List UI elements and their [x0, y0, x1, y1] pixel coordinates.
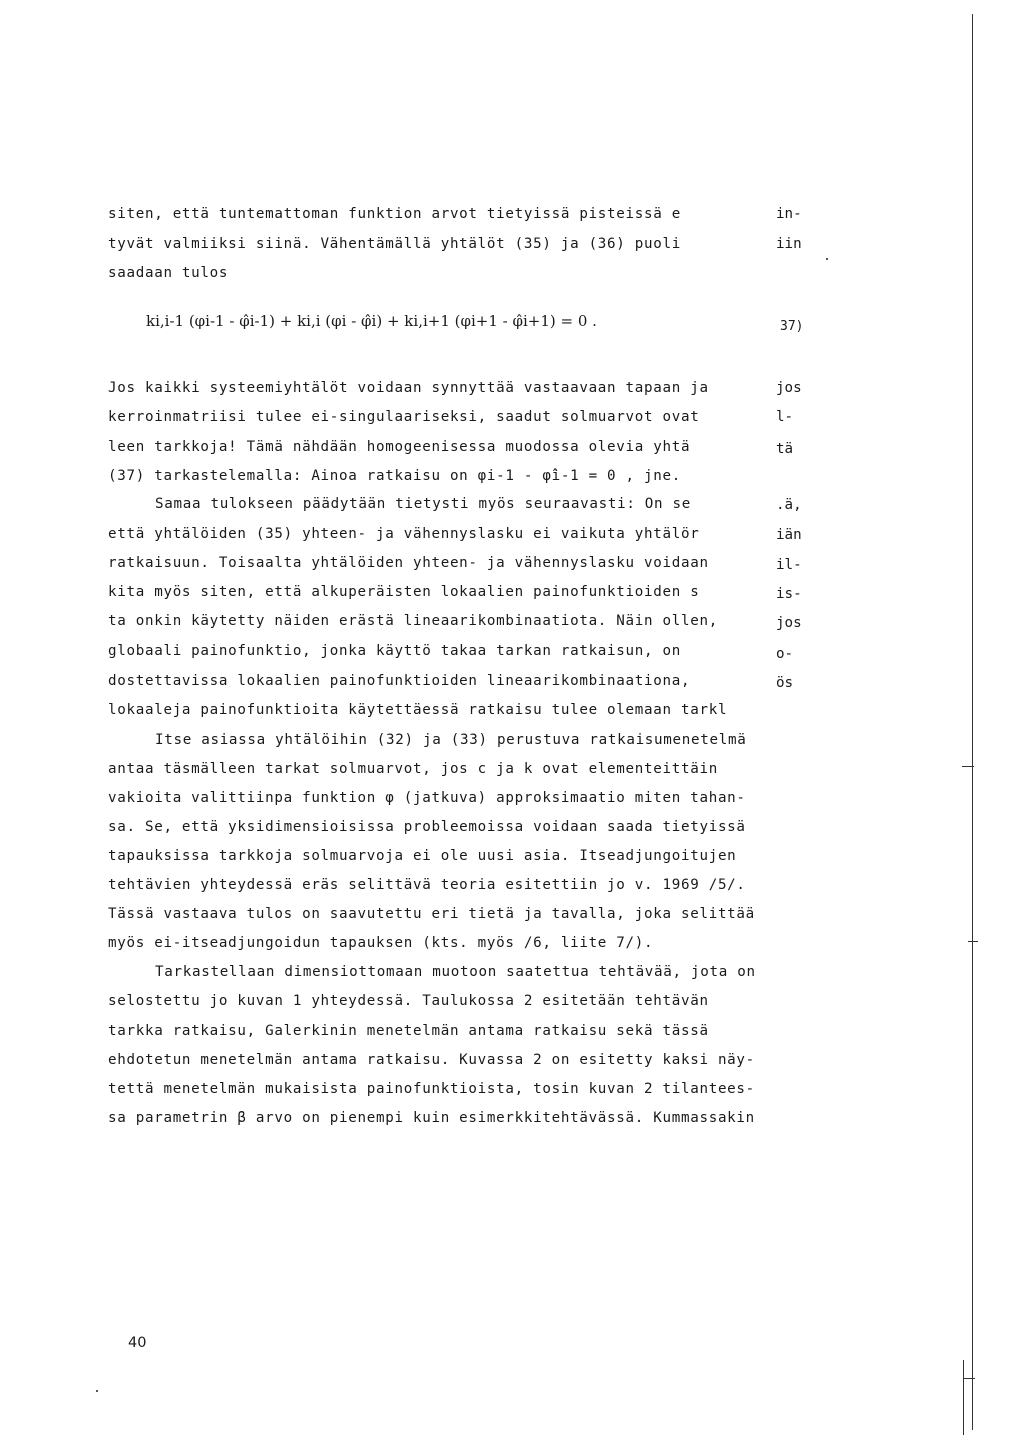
text-line: myös ei-itseadjungoidun tapauksen (kts. myös /6, liite 7/).	[108, 935, 654, 951]
text-line: Tässä vastaava tulos on saavutettu eri tietä ja tavalla, joka selittää	[108, 906, 755, 922]
text-line: leen tarkkoja! Tämä nähdään homogeenisessa muodossa olevia yhtä	[108, 439, 691, 455]
text-line: lokaaleja painofunktioita käytettäessä ratkaisu tulee olemaan tarkl	[108, 702, 728, 718]
text-line: globaali painofunktio, jonka käyttö takaa tarkan ratkaisun, on	[108, 643, 681, 659]
text-line: (37) tarkastelemalla: Ainoa ratkaisu on φi-1 - φ̂i-1 = 0 , jne.	[108, 468, 681, 484]
scan-edge-tick	[963, 1378, 975, 1379]
text-line: kita myös siten, että alkuperäisten lokaalien painofunktioiden s	[108, 584, 700, 600]
text-line: siten, että tuntemattoman funktion arvot tietyissä pisteissä e	[108, 206, 681, 222]
text-line: Samaa tulokseen päädytään tietysti myös seuraavasti: On se	[155, 496, 692, 512]
margin-fragment: il-	[776, 557, 802, 573]
text-line: dostettavissa lokaalien painofunktioiden lineaarikombinaationa,	[108, 673, 691, 689]
text-line: ratkaisuun. Toisaalta yhtälöiden yhteen- ja vähennyslasku voidaan	[108, 555, 709, 571]
scan-edge-line	[963, 1360, 964, 1435]
margin-fragment: jos	[776, 615, 802, 631]
margin-fragment: .ä,	[776, 497, 802, 513]
scan-speck	[96, 1390, 98, 1392]
text-line: että yhtälöiden (35) yhteen- ja vähennyslasku ei vaikuta yhtälör	[108, 526, 700, 542]
text-line: Tarkastellaan dimensiottomaan muotoon saatettua tehtävää, jota on	[155, 964, 756, 980]
text-line: Jos kaikki systeemiyhtälöt voidaan synnyttää vastaavaan tapaan ja	[108, 380, 709, 396]
text-line: vakioita valittiinpa funktion φ (jatkuva) approksimaatio miten tahan-	[108, 790, 746, 806]
text-line: tapauksissa tarkkoja solmuarvoja ei ole uusi asia. Itseadjungoitujen	[108, 848, 737, 864]
margin-fragment: l-	[776, 409, 794, 425]
margin-fragment: jos	[776, 380, 802, 396]
margin-fragment: is-	[776, 586, 802, 602]
text-line: tettä menetelmän mukaisista painofunktioista, tosin kuvan 2 tilantees-	[108, 1081, 755, 1097]
margin-fragment: ös	[776, 675, 794, 691]
page-number: 40	[128, 1335, 147, 1351]
text-line: saadaan tulos	[108, 265, 229, 281]
equation-number: 37)	[780, 319, 804, 334]
margin-fragment: iän	[776, 527, 802, 543]
scan-edge-tick	[962, 766, 974, 767]
text-line: Itse asiassa yhtälöihin (32) ja (33) perustuva ratkaisumenetelmä	[155, 732, 747, 748]
equation: ki,i-1 (φi-1 - φ̂i-1) + ki,i (φi - φ̂i) + ki,i+1 (φi+1 - φ̂i+1) = 0 .	[146, 312, 597, 330]
text-line: antaa täsmälleen tarkat solmuarvot, jos c ja k ovat elementeittäin	[108, 761, 718, 777]
text-line: sa parametrin β arvo on pienempi kuin esimerkkitehtävässä. Kummassakin	[108, 1110, 755, 1126]
text-line: sa. Se, että yksidimensioisissa probleemoissa voidaan saada tietyissä	[108, 819, 746, 835]
margin-fragment: tä	[776, 441, 794, 457]
text-line: tyvät valmiiksi siinä. Vähentämällä yhtälöt (35) ja (36) puoli	[108, 236, 681, 252]
text-line: selostettu jo kuvan 1 yhteydessä. Taulukossa 2 esitetään tehtävän	[108, 993, 709, 1009]
scan-speck	[826, 258, 828, 260]
margin-fragment: o-	[776, 646, 794, 662]
margin-fragment: iin	[776, 236, 802, 252]
scan-edge-line	[972, 14, 973, 1430]
text-line: tarkka ratkaisu, Galerkinin menetelmän antama ratkaisu sekä tässä	[108, 1023, 709, 1039]
text-line: tehtävien yhteydessä eräs selittävä teoria esitettiin jo v. 1969 /5/.	[108, 877, 746, 893]
margin-fragment: in-	[776, 206, 802, 222]
text-line: ehdotetun menetelmän antama ratkaisu. Kuvassa 2 on esitetty kaksi näy-	[108, 1052, 755, 1068]
scan-edge-tick	[968, 941, 978, 942]
text-line: ta onkin käytetty näiden erästä lineaarikombinaatiota. Näin ollen,	[108, 613, 718, 629]
text-line: kerroinmatriisi tulee ei-singulaariseksi, saadut solmuarvot ovat	[108, 409, 700, 425]
